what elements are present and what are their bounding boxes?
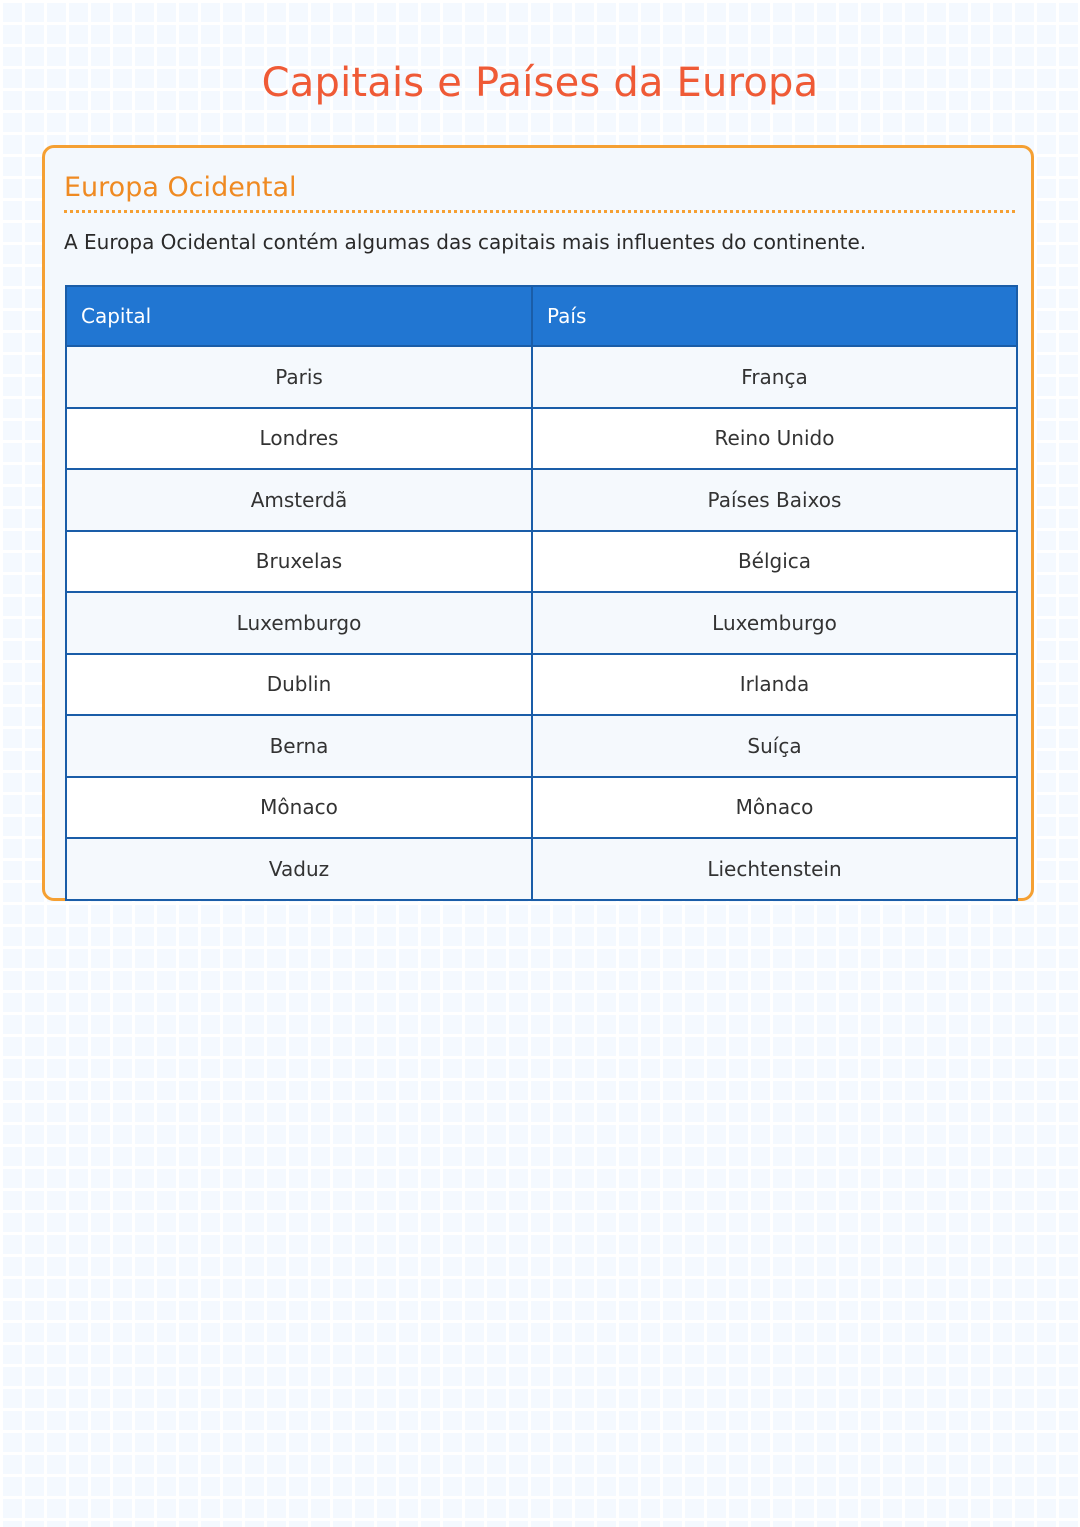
country-cell: Suíça xyxy=(532,715,1017,777)
country-cell: Bélgica xyxy=(532,531,1017,593)
capital-cell: Berna xyxy=(66,715,532,777)
country-cell: Mônaco xyxy=(532,777,1017,839)
section-heading: Europa Ocidental xyxy=(64,172,297,203)
table-row xyxy=(66,531,1017,593)
capital-cell: Paris xyxy=(66,346,532,408)
capitals-table xyxy=(65,285,1018,901)
section-card-western-europe xyxy=(42,145,1034,901)
column-header-country: País xyxy=(532,286,1017,346)
table-row xyxy=(66,838,1017,900)
country-cell: Luxemburgo xyxy=(532,592,1017,654)
table-row xyxy=(66,777,1017,839)
country-cell: Reino Unido xyxy=(532,408,1017,470)
table-header-row xyxy=(66,286,1017,346)
section-divider xyxy=(64,210,1015,213)
section-description: A Europa Ocidental contém algumas das capitais mais influentes do continente. xyxy=(64,230,867,254)
country-cell: Irlanda xyxy=(532,654,1017,716)
table-row xyxy=(66,346,1017,408)
capital-cell: Londres xyxy=(66,408,532,470)
capital-cell: Luxemburgo xyxy=(66,592,532,654)
table-row xyxy=(66,715,1017,777)
table-row xyxy=(66,592,1017,654)
table-row xyxy=(66,654,1017,716)
capital-cell: Amsterdã xyxy=(66,469,532,531)
page-title: Capitais e Países da Europa xyxy=(261,60,819,106)
capital-cell: Dublin xyxy=(66,654,532,716)
country-cell: Países Baixos xyxy=(532,469,1017,531)
table-row xyxy=(66,408,1017,470)
table-row xyxy=(66,469,1017,531)
column-header-capital: Capital xyxy=(66,286,532,346)
capital-cell: Bruxelas xyxy=(66,531,532,593)
country-cell: Liechtenstein xyxy=(532,838,1017,900)
capital-cell: Vaduz xyxy=(66,838,532,900)
country-cell: França xyxy=(532,346,1017,408)
capital-cell: Mônaco xyxy=(66,777,532,839)
